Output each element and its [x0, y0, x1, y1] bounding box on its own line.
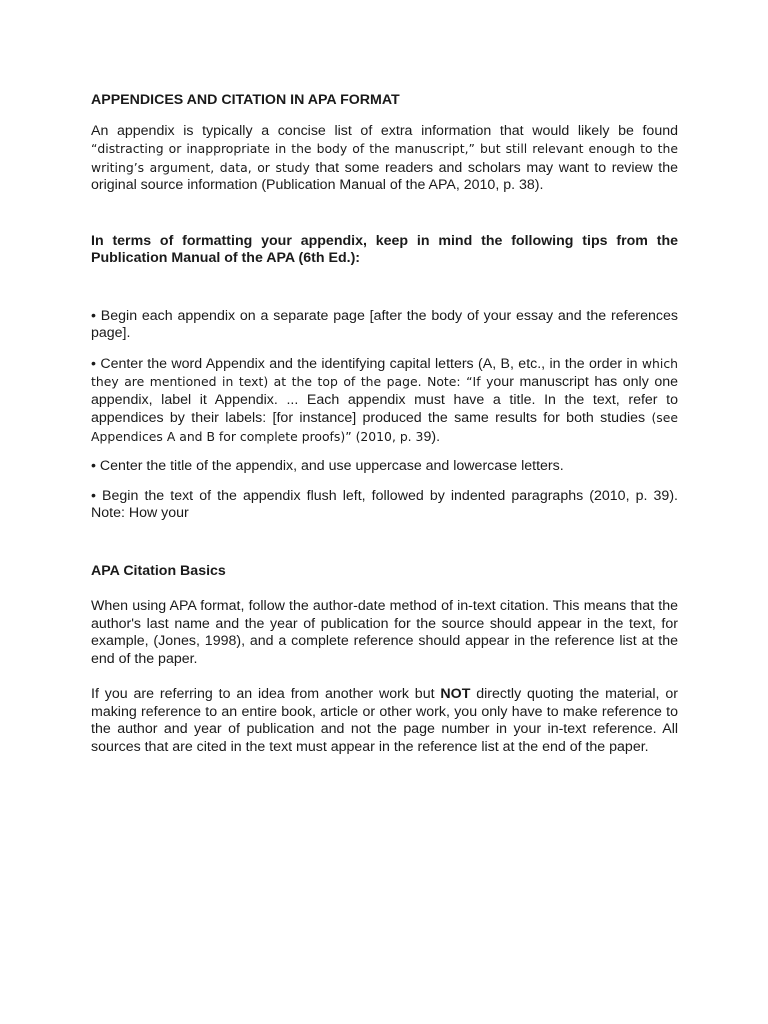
citation-p2-text-a: If you are referring to an idea from another work but — [91, 686, 441, 702]
citation-p2-text-b: directly quoting the material, or making reference to an entire book, article or other work, you only have to make reference to the author and year of publication and not the page number in your in-text reference. All sources that are cited in the text must appear in the reference list at the end of the paper. — [91, 686, 678, 755]
tip-2-text-b: which they are mentioned in text) at the top of the page. Note: “If y — [91, 355, 678, 389]
tip-item-4: • Begin the text of the appendix flush left, followed by indented paragraphs (2010, p. 39). Note: How your — [91, 487, 678, 521]
intro-paragraph — [91, 123, 678, 195]
tip-2-text-a: • Center the word Appendix and the identifying capital letters (A, B, etc., in the order in — [91, 355, 642, 372]
tip-item-1: • Begin each appendix on a separate page [after the body of your essay and the references page]. — [91, 307, 678, 341]
tip-2-text-e: (see Appendices A and B for complete proofs)” (2010, p. 3 — [91, 410, 678, 444]
tip-item-2 — [91, 355, 678, 447]
section-heading-citation: APA Citation Basics — [91, 562, 226, 579]
intro-text-3: that some readers and scholars may want to review the original source information (Publication Manual of the APA, 2010, p. 38). — [91, 159, 678, 193]
citation-paragraph-1: When using APA format, follow the author-date method of in-text citation. This means that the author's last name and the year of publication for the source should appear in the text, for example, (Jones, 1998), and a complete reference should appear in the reference list at the end of the paper. — [91, 598, 678, 667]
tip-item-3: • Center the title of the appendix, and use uppercase and lowercase letters. — [91, 458, 564, 474]
tip-2-text-c: our manuscript has only one appendix, label it Appendix. ... Each appendix must have a title. In the text, refer — [91, 374, 678, 408]
document-title: APPENDICES AND CITATION IN APA FORMAT — [91, 92, 400, 108]
tip-2-text-d: to appendices by their labels: [for instance] produced the same results for both studies — [91, 391, 678, 426]
intro-quote: “distracting or inappropriate in the body of the manuscript,” but still relevant enough to the writing’s argument, data, or study — [91, 141, 678, 175]
tips-lead-paragraph: In terms of formatting your appendix, keep in mind the following tips from the Publication Manual of the APA (6th Ed.): — [91, 232, 678, 266]
tip-2-text-f: 9). — [423, 428, 441, 445]
citation-paragraph-2 — [91, 686, 678, 756]
intro-text-1: An appendix is typically a concise list of extra information that would likely be found — [91, 122, 678, 139]
emphasis-not: NOT — [440, 686, 471, 702]
